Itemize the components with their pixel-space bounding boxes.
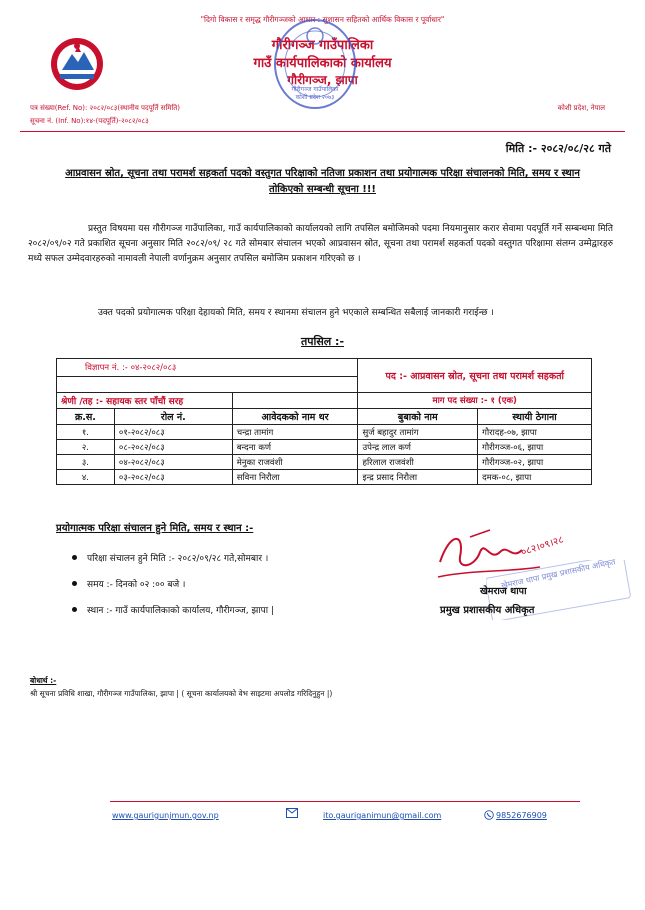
notice-subject: आप्रवासन स्रोत, सूचना तथा परामर्श सहकर्ता पदको वस्तुगत परिक्षाको नतिजा प्रकाशन तथा प्रयोगात्मक परिक्षा संचालनको मिति, समय र स्थान तोकिएको सम्बन्धी सूचना !!! xyxy=(65,168,580,195)
table-cell: हरिलाल राजवंशी xyxy=(358,455,478,470)
column-header: आवेदकको नाम थर xyxy=(232,409,358,425)
bullet-icon xyxy=(72,555,77,560)
table-cell: ०४-२०८२/०८३ xyxy=(114,455,232,470)
notice-paragraph: प्रस्तुत विषयमा यस गौरीगञ्ज गाउँपालिका, गाउँ कार्यपालिकाको कार्यालयको लागि तपसिल बमोजिमको पदमा नियमानुसार करार सेवामा पदपूर्ति गर्ने सम्बन्धमा मिति २०८२/०९/०२ गते प्रकाशित सूचना अनुसार मिति २०८२/०९/ २८ गते सोमबार संचालन भएको आप्रवासन स्रोत, सूचना तथा परामर्श सहकर्ता पदको वस्तुगत परिक्षामा संलग्न उम्मेद्वारहरु मध्ये सफल उम्मेदवारहरुको नामावली नेपाली वर्णानुक्रम अनुसार तपसिल बमोजिम प्रकाशन गरिएको छ । xyxy=(28,224,613,264)
signer-designation: प्रमुख प्रशासकीय अधिकृत xyxy=(440,605,535,616)
table-row xyxy=(57,425,592,440)
table-cell: चन्द्रा तामांग xyxy=(232,425,358,440)
table-cell: गौरादह-०७, झापा xyxy=(478,425,592,440)
mail-icon xyxy=(286,808,298,818)
exam-venue: स्थान :- गाउँ कार्यपालिकाको कार्यालय, गौरीगञ्ज, झापा | xyxy=(87,605,274,616)
bullet-icon xyxy=(72,607,77,612)
office-name-line3: गौरीगञ्ज, झापा xyxy=(287,73,358,87)
pad-cell: पद :- आप्रवासन स्रोत, सूचना तथा परामर्श सहकर्ता xyxy=(358,359,592,393)
column-header: क्र.स. xyxy=(57,409,115,425)
table-cell: गौरीगञ्ज-०६, झापा xyxy=(478,440,592,455)
table-cell: २. xyxy=(57,440,115,455)
table-cell: मेनुका राजवंशी xyxy=(232,455,358,470)
reference-number: पत्र संख्या(Ref. No): २०८२/०८३(स्थानीय पदपूर्ति समिति) xyxy=(30,104,180,112)
website-link[interactable]: www.gaurigunjmun.gov.np xyxy=(112,811,219,820)
table-meta-row xyxy=(57,393,592,409)
header-divider xyxy=(20,131,625,132)
slogan: "दिगो विकास र समृद्ध गौरीगञ्जको आधार : सुशासन सहितको आर्थिक विकास र पूर्वाधार" xyxy=(200,15,445,24)
information-number: सूचना नं. (Inf. No):१४-(पदपूर्ति)-२०८२/०८३ xyxy=(30,117,149,125)
candidate-table xyxy=(56,358,592,485)
exam-info-heading: प्रयोगात्मक परिक्षा संचालन हुने मिति, समय र स्थान :- xyxy=(56,523,254,534)
table-row xyxy=(57,455,592,470)
office-name-line1: गौरीगञ्ज गाउँपालिका xyxy=(271,38,374,53)
seal-text: गौरीगञ्ज गाउँपालिका कोशी प्रदेश २०७३ xyxy=(291,86,339,101)
column-header: स्थायी ठेगाना xyxy=(478,409,592,425)
tapasil-heading: तपसिल :- xyxy=(300,335,345,348)
list-item xyxy=(72,596,274,622)
table-cell: इन्द्र प्रसाद निरौला xyxy=(358,470,478,485)
table-cell: ०३-२०८२/०८३ xyxy=(114,470,232,485)
column-header: बुबाको नाम xyxy=(358,409,478,425)
table-row xyxy=(57,440,592,455)
officer-stamp-text: खेमराज थापा प्रमुख प्रशासकीय अधिकृत xyxy=(500,557,617,591)
bullet-icon xyxy=(72,581,77,586)
table-cell: गौरीगञ्ज-०२, झापा xyxy=(478,455,592,470)
list-item xyxy=(72,570,274,596)
table-cell: सुर्ज बहादुर तामांग xyxy=(358,425,478,440)
column-header: रोल नं. xyxy=(114,409,232,425)
table-meta-row xyxy=(57,359,592,377)
exam-info-list xyxy=(72,544,274,622)
practical-exam-paragraph: उक्त पदको प्रयोगात्मक परिक्षा देहायको मिति, समय र स्थानमा संचालन हुने भएकाले सम्बन्धित सबैलाई जानकारी गराईन्छ । xyxy=(98,308,494,318)
cc-heading: बोधार्थ :- xyxy=(30,676,57,685)
phone-icon xyxy=(484,810,494,820)
vigyapan-cell: विज्ञापन नं. :- ०४-२०८२/०८३ xyxy=(57,359,358,377)
footer-divider xyxy=(110,801,580,802)
notice-date: मिति :- २०८२/०८/२८ गते xyxy=(505,142,611,155)
table-cell: ४. xyxy=(57,470,115,485)
province-label: कोशी प्रदेश, नेपाल xyxy=(557,104,605,112)
table-cell: बन्दना कर्ण xyxy=(232,440,358,455)
table-cell: ०८-२०८२/०८३ xyxy=(114,440,232,455)
table-cell: ३. xyxy=(57,455,115,470)
signature-date: ०८२।०९।२८ xyxy=(519,534,566,559)
phone-link[interactable] xyxy=(484,810,547,820)
maag-cell: माग पद संख्या :- १ (एक) xyxy=(358,393,592,409)
cc-text: श्री सूचना प्रविधि शाखा, गौरीगञ्ज गाउँपालिका, झापा | ( सूचना कार्यालयको वेभ साइटमा अपलोड गरिदिनुहुन |) xyxy=(30,689,333,698)
exam-time: समय :- दिनको ०२ :०० बजे । xyxy=(87,579,186,590)
office-name-line2: गाउँ कार्यपालिकाको कार्यालय xyxy=(253,56,392,71)
table-cell: सविना निरौला xyxy=(232,470,358,485)
table-row xyxy=(57,470,592,485)
exam-date: परिक्षा संचालन हुने मिति :- २०८२/०९/२८ गते,सोमबार । xyxy=(87,553,269,564)
table-cell: १. xyxy=(57,425,115,440)
table-cell: ०१-२०८२/०८३ xyxy=(114,425,232,440)
table-cell: दमक-०८, झापा xyxy=(478,470,592,485)
shreni-cell: श्रेणी /तह :- सहायक स्तर पाँचौं सरह xyxy=(57,393,233,409)
email-link[interactable]: ito.gauriganimun@gmail.com xyxy=(323,811,442,820)
table-header-row xyxy=(57,409,592,425)
list-item xyxy=(72,544,274,570)
phone-number: 9852676909 xyxy=(496,810,547,820)
table-cell: उपेन्द्र लाल कर्ण xyxy=(358,440,478,455)
signer-name: खेमराज थापा xyxy=(480,586,527,597)
